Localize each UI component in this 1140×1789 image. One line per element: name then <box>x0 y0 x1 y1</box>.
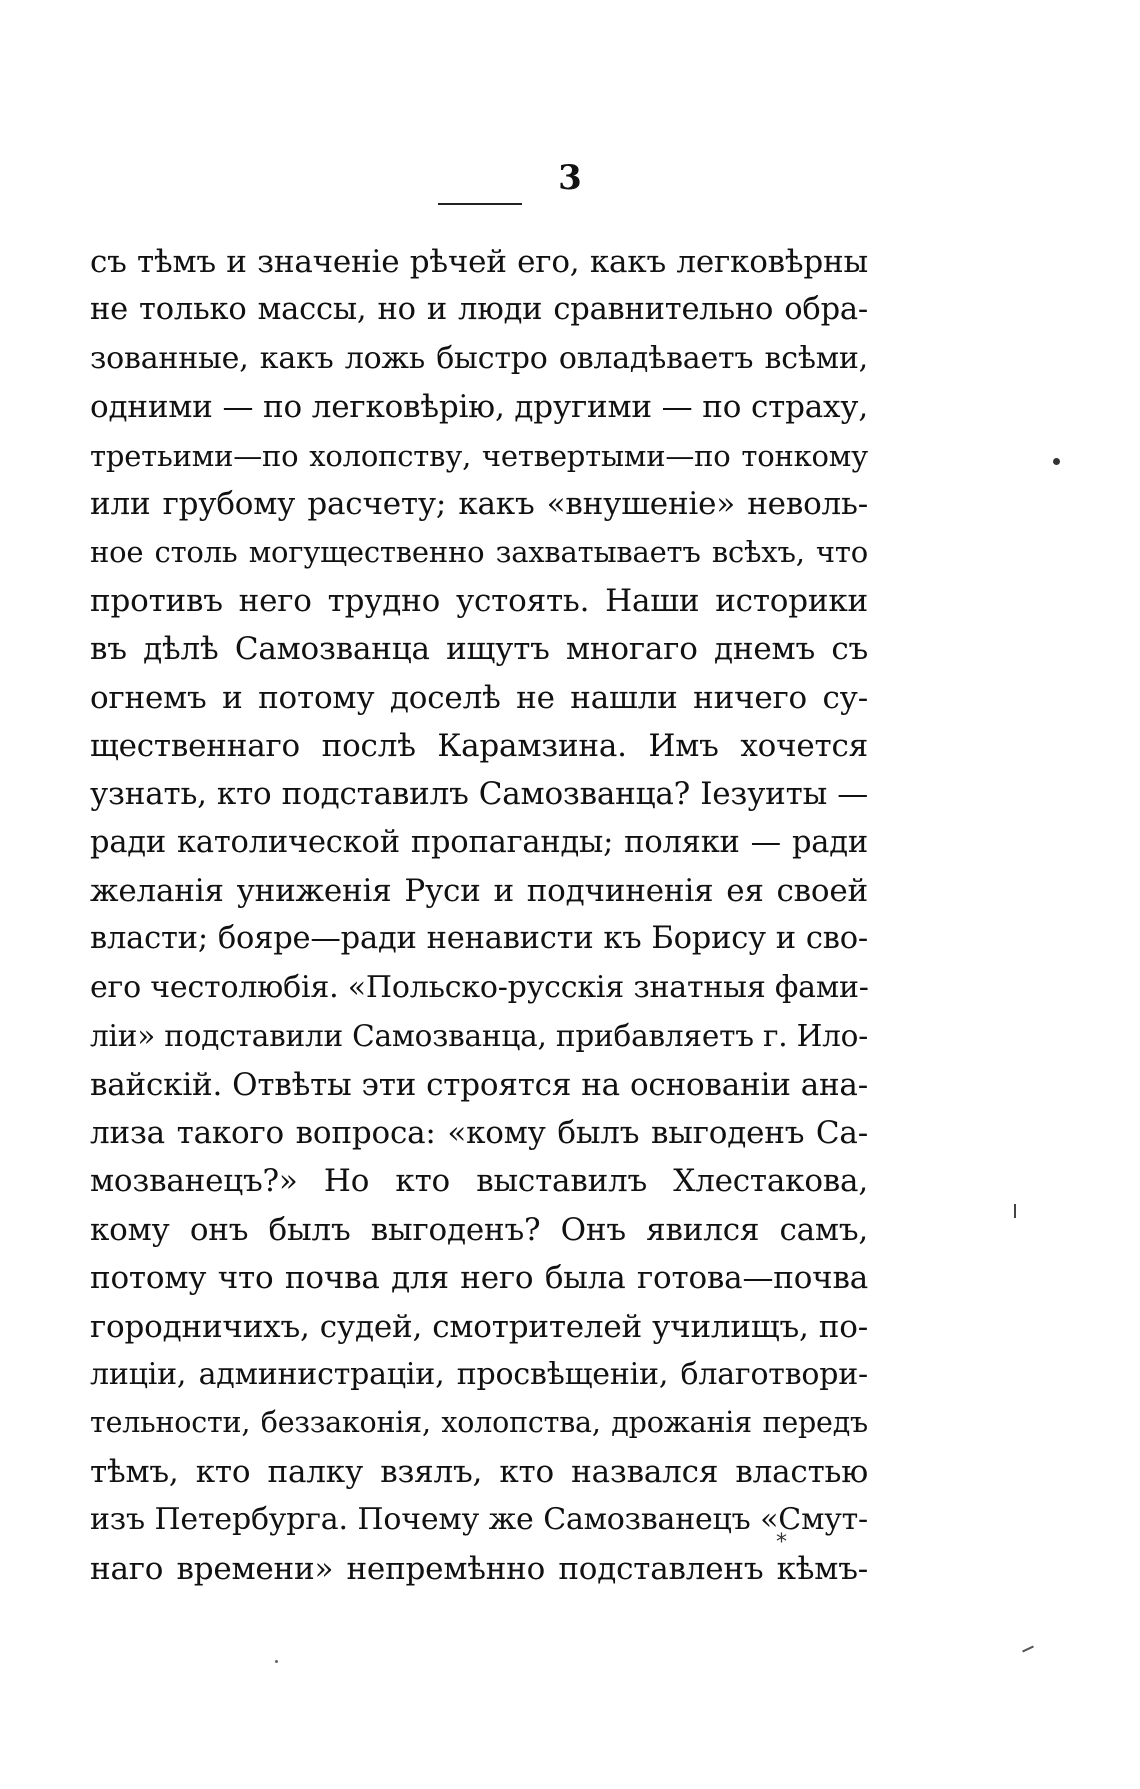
text-line: противъ него трудно устоять. Наши историки <box>90 582 868 619</box>
text-line: зованные, какъ ложь быстро овладѣваетъ всѣми, <box>90 340 868 376</box>
text-line: ліи» подставили Самозванца, прибавляетъ г. Ило- <box>90 1019 868 1054</box>
text-line: въ дѣлѣ Самозванца ищутъ многаго днемъ съ <box>90 631 868 668</box>
text-line: наго времени» непремѣнно подставленъ кѣмъ- <box>90 1550 868 1587</box>
page-number-rule <box>438 203 522 205</box>
text-line: лиза такого вопроса: «кому былъ выгоденъ Са- <box>90 1115 868 1152</box>
text-line: ради католической пропаганды; поляки — ради <box>90 824 868 860</box>
text-line: желанія униженія Руси и подчиненія ея своей <box>90 873 868 910</box>
text-line: тельности, беззаконія, холопства, дрожанія передъ <box>90 1406 868 1440</box>
text-line: одними — по легковѣрію, другими — по страху, <box>90 389 868 426</box>
text-line: потому что почва для него была готова—почва <box>90 1260 868 1297</box>
text-line: щественнаго послѣ Карамзина. Имъ хочется <box>90 727 868 764</box>
text-line: огнемъ и потому доселѣ не нашли ничего су- <box>90 679 868 716</box>
text-line: мозванецъ?» Но кто выставилъ Хлестакова, <box>90 1163 868 1200</box>
margin-dash <box>1022 1646 1034 1653</box>
text-line: узнать, кто подставилъ Самозванца? Іезуиты — <box>90 776 868 813</box>
page-number: 3 <box>558 158 582 198</box>
text-line: власти; бояре—ради ненависти къ Борису и сво- <box>90 921 868 957</box>
text-line: третьими—по холопству, четвертыми—по тонкому <box>90 438 868 473</box>
text-line: изъ Петербурга. Почему же Самозванецъ «Смут- <box>90 1502 868 1538</box>
text-line: тѣмъ, кто палку взялъ, кто назвался властью <box>90 1453 868 1490</box>
body-text <box>90 238 868 1593</box>
text-line: ное столь могущественно захватываетъ всѣхъ, что <box>90 535 868 570</box>
text-line: кому онъ былъ выгоденъ? Онъ явился самъ, <box>90 1211 868 1248</box>
margin-dot <box>1053 458 1060 465</box>
margin-tick <box>1014 1204 1016 1218</box>
text-line: съ тѣмъ и значеніе рѣчей его, какъ легковѣрны <box>90 244 868 280</box>
text-line: лиціи, администраціи, просвѣщеніи, благотвори- <box>90 1356 868 1392</box>
text-line: городничихъ, судей, смотрителей училищъ, по- <box>90 1308 868 1345</box>
text-line: вайскій. Отвѣты эти строятся на основаніи ана- <box>90 1066 868 1103</box>
paper-speck <box>275 1660 278 1663</box>
text-line: не только массы, но и люди сравнительно обра- <box>90 292 868 328</box>
text-line: его честолюбія. «Польско-русскія знатныя фами- <box>90 969 869 1005</box>
text-line: или грубому расчету; какъ «внушеніе» неволь- <box>90 485 868 522</box>
signature-mark: * <box>776 1530 787 1555</box>
